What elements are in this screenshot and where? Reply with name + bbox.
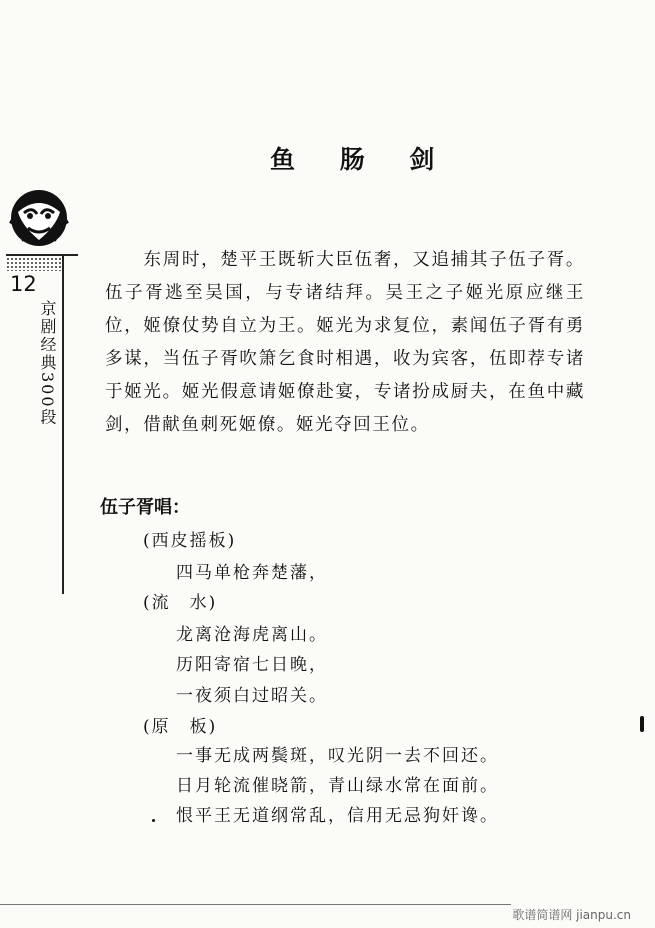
series-title: 京剧经典300段	[38, 300, 57, 427]
side-decoration-rule	[6, 254, 78, 256]
page-number: 12	[10, 272, 37, 296]
footer-rule	[0, 904, 655, 905]
lyric-line: 四马单枪奔楚藩，	[176, 563, 328, 583]
side-vertical-rule	[62, 254, 64, 594]
lyric-line: 一夜须白过昭关。	[176, 686, 328, 706]
lyric-line: 龙离沧海虎离山。	[176, 625, 328, 645]
opera-mask-icon	[6, 186, 72, 250]
dot-mark	[152, 819, 155, 822]
intro-paragraph: 东周时，楚平王既斩大臣伍奢，又追捕其子伍子胥。伍子胥逃至吴国，与专诸结拜。吴王之子姬光原应继王位，姬僚仗势自立为王。姬光为求复位，素闻伍子胥有勇多谋，当伍子胥吹箫乞食时相遇，收为宾客，伍即荐专诸于姬光。姬光假意请姬僚赴宴，专诸扮成厨夫，在鱼中藏剑，借献鱼刺死姬僚。姬光夺回王位。	[105, 250, 585, 435]
tempo-label: (原 板)	[143, 717, 218, 737]
page-title: 鱼 肠 剑	[270, 145, 453, 174]
tempo-label: (西皮摇板)	[143, 531, 237, 551]
lyric-line: 日月轮流催晓箭，青山绿水常在面前。	[176, 776, 499, 796]
watermark: 歌谱简谱网 jianpu.cn	[512, 908, 631, 922]
lyric-line: 恨平王无道纲常乱，信用无忌狗奸谗。	[176, 806, 499, 826]
lyric-line: 历阳寄宿七日晚，	[176, 655, 328, 675]
margin-mark	[640, 716, 644, 732]
dotted-pattern	[6, 257, 64, 271]
singer-label: 伍子胥唱：	[100, 497, 190, 518]
tempo-label: (流 水)	[143, 593, 218, 613]
lyric-line: 一事无成两鬓斑，叹光阴一去不回还。	[176, 746, 499, 766]
